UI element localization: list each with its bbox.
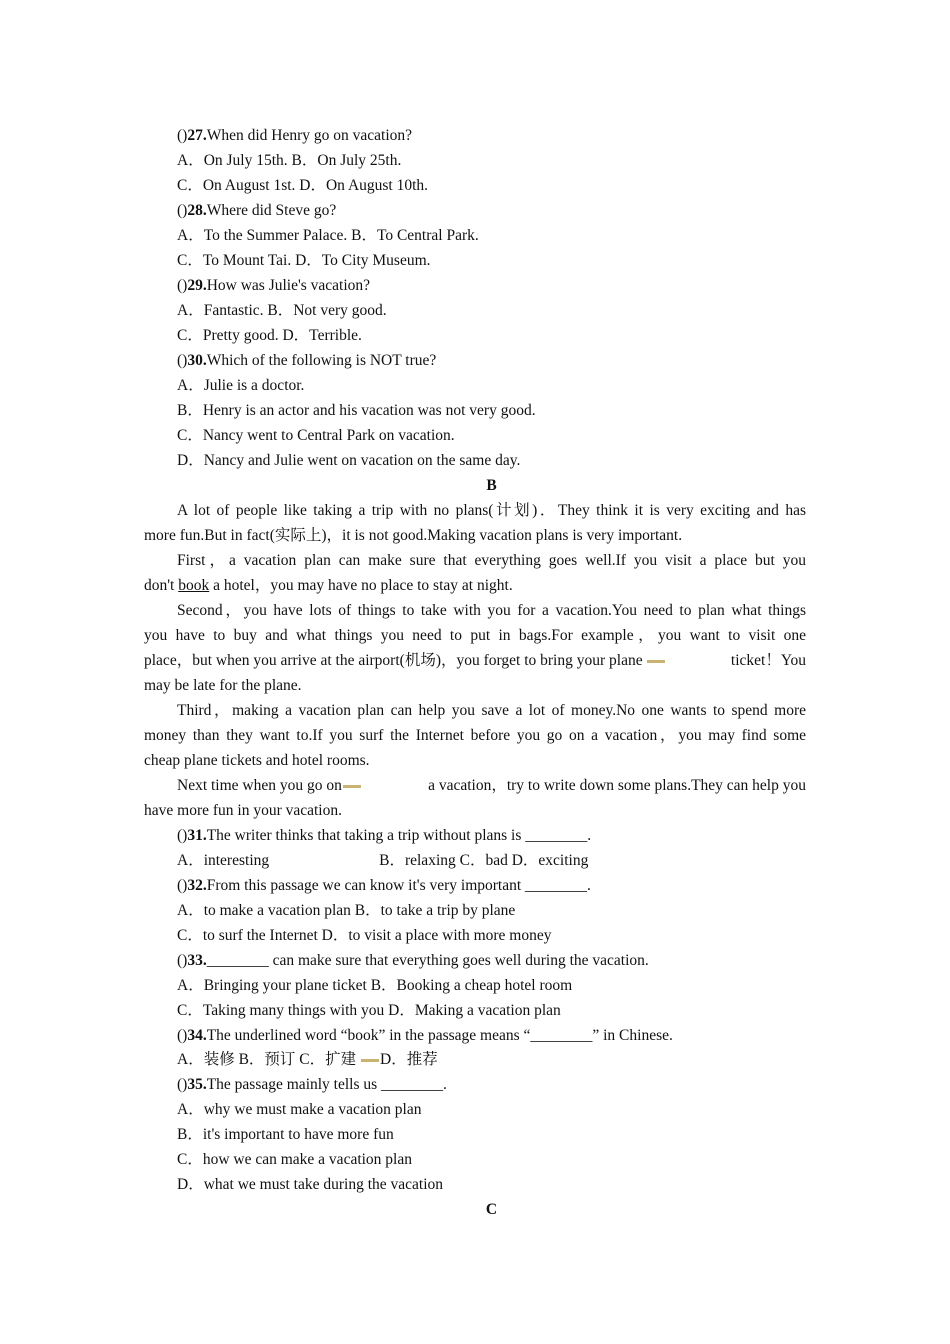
question-29-options-ab: A．Fantastic. B．Not very good.: [177, 302, 387, 319]
question-35-option-b: B．it's important to have more fun: [177, 1126, 394, 1143]
question-text: The writer thinks that taking a trip without plans is ________.: [206, 827, 592, 844]
option-a: A．interesting: [177, 852, 270, 869]
underlined-word-book: book: [178, 577, 210, 594]
passage-p4-line3: cheap plane tickets and hotel rooms.: [144, 752, 370, 769]
text-run: ticket！You: [730, 652, 806, 669]
passage-p1-line2: more fun.But in fact(实际上)，it is not good.Making vacation plans is very important.: [144, 527, 683, 544]
option-d: D．推荐: [380, 1051, 438, 1068]
passage-p3-line3: [144, 650, 806, 672]
question-number: 28.: [187, 202, 207, 219]
question-28-options-ab: A．To the Summer Palace. B．To Central Park.: [177, 227, 479, 244]
question-34: [177, 1025, 673, 1047]
question-text: The underlined word “book” in the passage means “________” in Chinese.: [206, 1027, 673, 1044]
question-number: 27.: [187, 127, 207, 144]
question-text: The passage mainly tells us ________.: [206, 1076, 447, 1093]
question-29: [177, 275, 370, 297]
question-32-options-ab: A．to make a vacation plan B．to take a trip by plane: [177, 902, 516, 919]
question-text: How was Julie's vacation?: [206, 277, 371, 294]
question-30: [177, 350, 436, 372]
question-30-option-b: B．Henry is an actor and his vacation was not very good.: [177, 402, 536, 419]
answer-blank: (): [177, 1027, 188, 1044]
section-heading-c: C: [485, 1201, 498, 1218]
passage-p2-line2: [144, 575, 806, 597]
question-text: Where did Steve go?: [206, 202, 337, 219]
question-text: From this passage we can know it's very important ________.: [206, 877, 591, 894]
answer-blank: (): [177, 127, 188, 144]
answer-blank: (): [177, 202, 188, 219]
passage-p5-line2: have more fun in your vacation.: [144, 802, 342, 819]
question-28-options-cd: C．To Mount Tai. D．To City Museum.: [177, 252, 431, 269]
options-abc: A．装修 B．预订 C．扩建: [177, 1051, 360, 1068]
passage-p4-line1: Third，making a vacation plan can help you save a lot of money.No one wants to spend more: [177, 702, 806, 719]
question-text: ________ can make sure that everything goes well during the vacation.: [206, 952, 649, 969]
question-30-option-c: C．Nancy went to Central Park on vacation.: [177, 427, 455, 444]
question-number: 33.: [187, 952, 207, 969]
question-32: [177, 875, 591, 897]
question-number: 34.: [187, 1027, 207, 1044]
blank-mark: [343, 785, 361, 788]
answer-blank: (): [177, 827, 188, 844]
text-run: don't: [144, 577, 179, 594]
question-33: [177, 950, 649, 972]
question-text: Which of the following is NOT true?: [206, 352, 437, 369]
passage-p3-line2: you have to buy and what things you need to put in bags.For example，you want to visit one: [144, 627, 806, 644]
question-number: 30.: [187, 352, 207, 369]
question-number: 29.: [187, 277, 207, 294]
passage-p5-line1: [177, 775, 806, 797]
question-29-options-cd: C．Pretty good. D．Terrible.: [177, 327, 362, 344]
text-run: Next time when you go on: [177, 777, 342, 794]
answer-blank: (): [177, 1076, 188, 1093]
section-heading-b: B: [486, 477, 497, 494]
question-28: [177, 200, 336, 222]
answer-blank: (): [177, 277, 188, 294]
options-bcd: B．relaxing C．bad D．exciting: [379, 852, 589, 869]
question-27: [177, 125, 412, 147]
answer-blank: (): [177, 877, 188, 894]
text-run: a hotel，you may have no place to stay at night.: [209, 577, 513, 594]
question-number: 35.: [187, 1076, 207, 1093]
question-30-option-a: A．Julie is a doctor.: [177, 377, 305, 394]
question-32-options-cd: C．to surf the Internet D．to visit a place with more money: [177, 927, 552, 944]
question-number: 32.: [187, 877, 207, 894]
question-35-option-c: C．how we can make a vacation plan: [177, 1151, 412, 1168]
question-27-options-cd: C．On August 1st. D．On August 10th.: [177, 177, 429, 194]
question-27-options-ab: A．On July 15th. B．On July 25th.: [177, 152, 402, 169]
question-text: When did Henry go on vacation?: [206, 127, 413, 144]
passage-p4-line2: money than they want to.If you surf the Internet before you go on a vacation，you may find some: [144, 727, 806, 744]
passage-p2-line1: First，a vacation plan can make sure that everything goes well.If you visit a place but you: [177, 552, 806, 569]
answer-blank: (): [177, 952, 188, 969]
question-35-option-a: A．why we must make a vacation plan: [177, 1101, 422, 1118]
question-33-options-cd: C．Taking many things with you D．Making a vacation plan: [177, 1002, 561, 1019]
question-31: [177, 825, 591, 847]
passage-p3-line4: may be late for the plane.: [144, 677, 302, 694]
text-run: [177, 775, 362, 797]
passage-p3-line1: Second，you have lots of things to take with you for a vacation.You need to plan what things: [177, 602, 806, 619]
question-30-option-d: D．Nancy and Julie went on vacation on the same day.: [177, 452, 521, 469]
text-run: a vacation，try to write down some plans.They can help you: [428, 777, 806, 794]
passage-p1-line1: A lot of people like taking a trip with no plans(计划)．They think it is very exciting and has: [177, 502, 806, 519]
text-run: place，but when you arrive at the airport(机场)，you forget to bring your plane: [144, 652, 643, 669]
question-35: [177, 1074, 447, 1096]
question-34-options: [177, 1049, 438, 1071]
question-31-options: [177, 850, 588, 872]
answer-blank: (): [177, 352, 188, 369]
blank-mark: [647, 660, 665, 663]
question-33-options-ab: A．Bringing your plane ticket B．Booking a cheap hotel room: [177, 977, 573, 994]
blank-mark: [361, 1059, 379, 1062]
question-number: 31.: [187, 827, 207, 844]
question-35-option-d: D．what we must take during the vacation: [177, 1176, 444, 1193]
text-run: [144, 650, 666, 672]
